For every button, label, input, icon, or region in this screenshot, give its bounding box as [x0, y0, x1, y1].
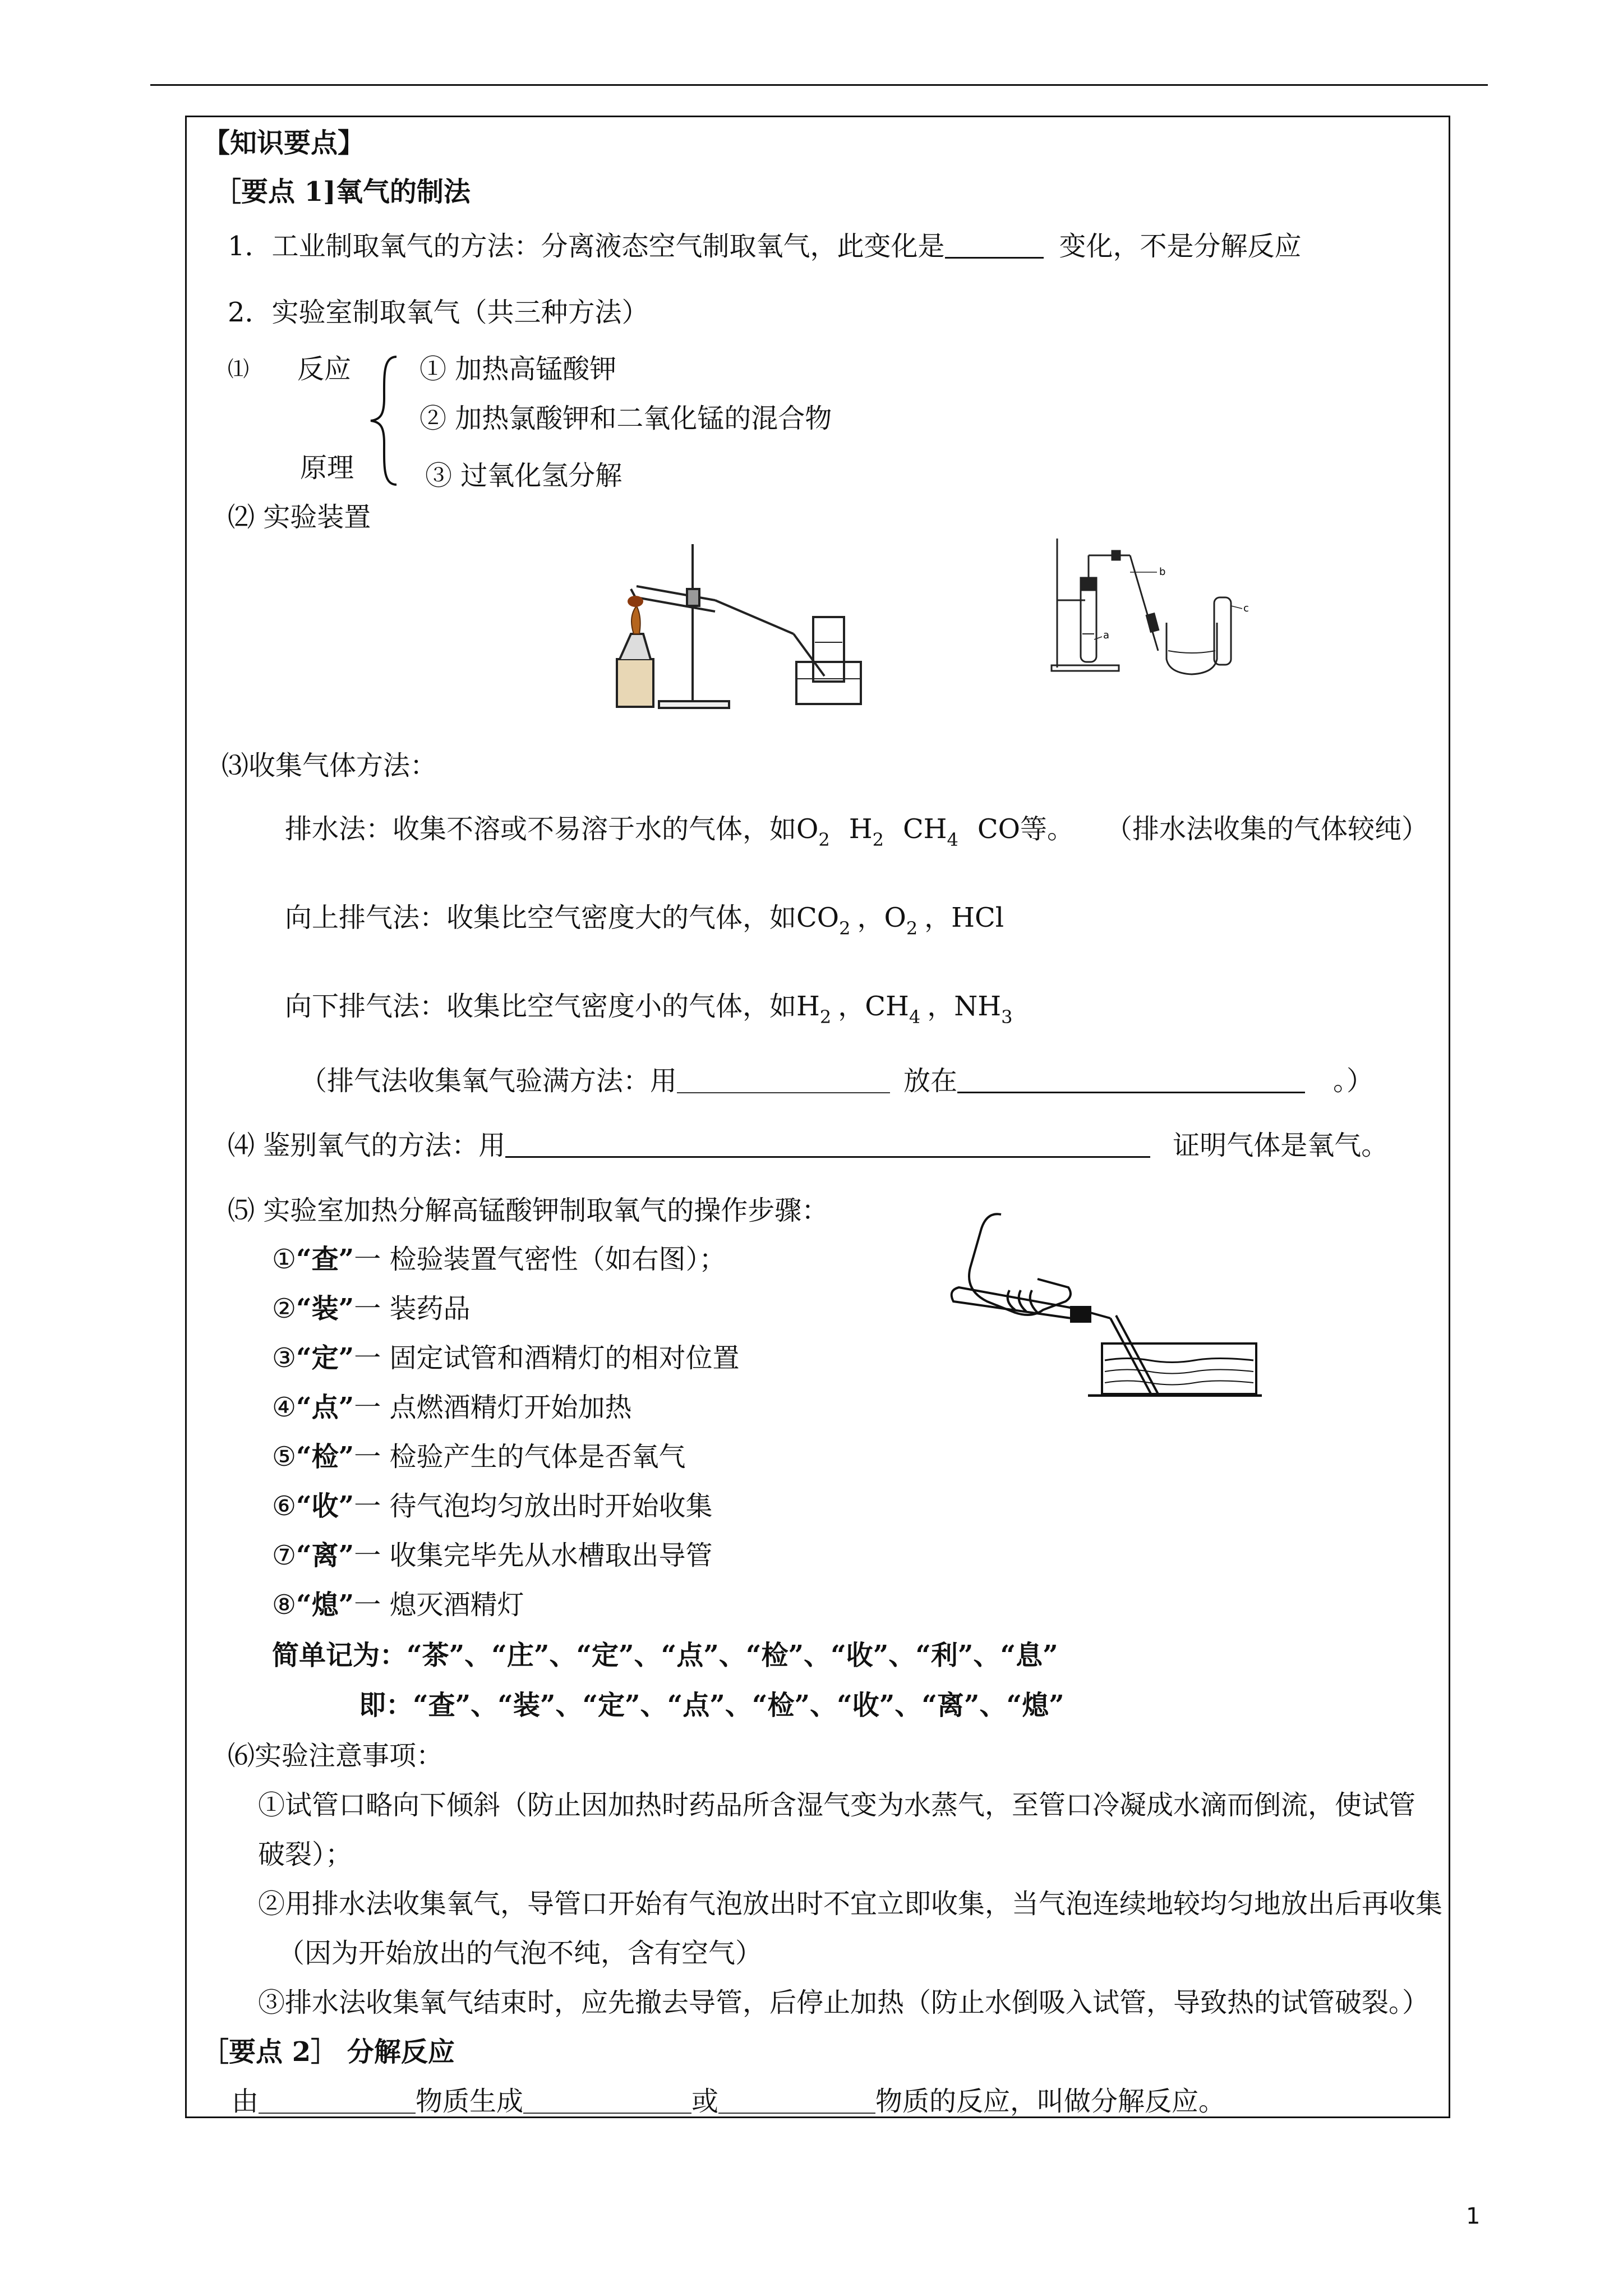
curly-brace-icon: [367, 353, 401, 488]
step-7: ⑦“离”一 收集完毕先从水槽取出导管: [272, 1540, 713, 1571]
reaction-label-top: 反应: [297, 353, 352, 385]
identify-blank[interactable]: [505, 1156, 1150, 1158]
definition-blank-3[interactable]: [718, 2113, 875, 2114]
decomposition-definition: 由 物质生成 或 物质的反应，叫做分解反应。: [232, 2086, 1226, 2117]
section-title: 【知识要点】: [203, 127, 365, 159]
upward-method-line: 向上排气法：收集比空气密度大的气体，如$CO_2$ ，$O_2$ ，HCl: [285, 902, 1004, 939]
mnemonic-2: 即：“查”、“装”、“定”、“点”、“检”、“收”、“离”、“熄”: [359, 1690, 1064, 1721]
full-check-line: （排气法收集氧气验满方法：用 放在 。）: [300, 1065, 1374, 1097]
note-3: ③排水法收集氧气结束时，应先撤去导管，后停止加热（防止水倒吸入试管，导致热的试管破裂。）: [258, 1987, 1430, 2018]
step-5: ⑤“检”一 检验产生的气体是否氧气: [272, 1441, 686, 1473]
reaction-method-3: ③ 过氧化氢分解: [425, 460, 623, 491]
apparatus-title: ⑵ 实验装置: [228, 501, 371, 533]
item1-text: 1．工业制取氧气的方法：分离液态空气制取氧气，此变化是 变化，不是分解反应: [228, 231, 1302, 262]
full-check-blank-1[interactable]: [677, 1092, 890, 1093]
note-2-line-2: （因为开始放出的气泡不纯，含有空气）: [278, 1938, 763, 1969]
definition-blank-1[interactable]: [259, 2113, 416, 2114]
collection-apparatus-figure: [1046, 533, 1253, 679]
reaction-method-2: ② 加热氯酸钾和二氧化锰的混合物: [419, 403, 832, 434]
reaction-num: ⑴: [228, 357, 250, 381]
collection-title: ⑶收集气体方法：: [222, 750, 437, 781]
step-1: ①“查”一 检验装置气密性（如右图）；: [272, 1244, 726, 1275]
point1-title: ［要点 1]氧气的制法: [214, 176, 471, 208]
steps-title: ⑸ 实验室加热分解高锰酸钾制取氧气的操作步骤：: [228, 1195, 829, 1226]
note-1-line-2: 破裂）；: [258, 1839, 353, 1870]
step-4: ④“点”一 点燃酒精灯开始加热: [272, 1392, 632, 1423]
mnemonic-1: 简单记为：“茶”、“庄”、“定”、“点”、“检”、“收”、“利”、“息”: [272, 1640, 1058, 1671]
notes-title: ⑹实验注意事项：: [228, 1740, 444, 1772]
step-3: ③“定”一 固定试管和酒精灯的相对位置: [272, 1342, 740, 1374]
identify-line: ⑷ 鉴别氧气的方法：用 证明气体是氧气。: [228, 1130, 1389, 1161]
step-8: ⑧“熄”一 熄灭酒精灯: [272, 1589, 524, 1621]
fig-label-b: b: [1159, 566, 1166, 578]
point2-title: ［要点 2］ 分解反应: [202, 2036, 455, 2068]
note-1-line-1: ①试管口略向下倾斜（防止因加热时药品所含湿气变为水蒸气，至管口冷凝成水滴而倒流，使试管: [258, 1789, 1416, 1821]
fig-label-c: c: [1243, 602, 1249, 614]
reaction-method-1: ① 加热高锰酸钾: [419, 353, 617, 385]
header-rule: [150, 84, 1488, 86]
definition-blank-2[interactable]: [523, 2113, 691, 2114]
heating-apparatus-figure: [603, 533, 866, 718]
downward-method-line: 向下排气法：收集比空气密度小的气体，如$H_2$ ，$CH_4$ ，$NH_3$: [285, 991, 1013, 1028]
item2-text: 2．实验室制取氧气（共三种方法）: [228, 297, 649, 328]
note-2-line-1: ②用排水法收集氧气，导管口开始有气泡放出时不宜立即收集，当气泡连续地较均匀地放出后再收集: [258, 1888, 1443, 1920]
fig-label-a: a: [1103, 629, 1110, 641]
step-6: ⑥“收”一 待气泡均匀放出时开始收集: [272, 1490, 713, 1522]
full-check-blank-2[interactable]: [957, 1092, 1305, 1093]
airtightness-check-figure: [948, 1206, 1262, 1397]
item1-blank[interactable]: [945, 257, 1044, 259]
reaction-label-bottom: 原理: [300, 452, 354, 484]
page-number: 1: [1466, 2203, 1481, 2229]
step-2: ②“装”一 装药品: [272, 1293, 471, 1324]
water-method-line: 排水法：收集不溶或不易溶于水的气体，如$O_2$ $H_2$ $CH_4$ CO等。 （排水法收集的气体较纯）: [285, 813, 1429, 850]
